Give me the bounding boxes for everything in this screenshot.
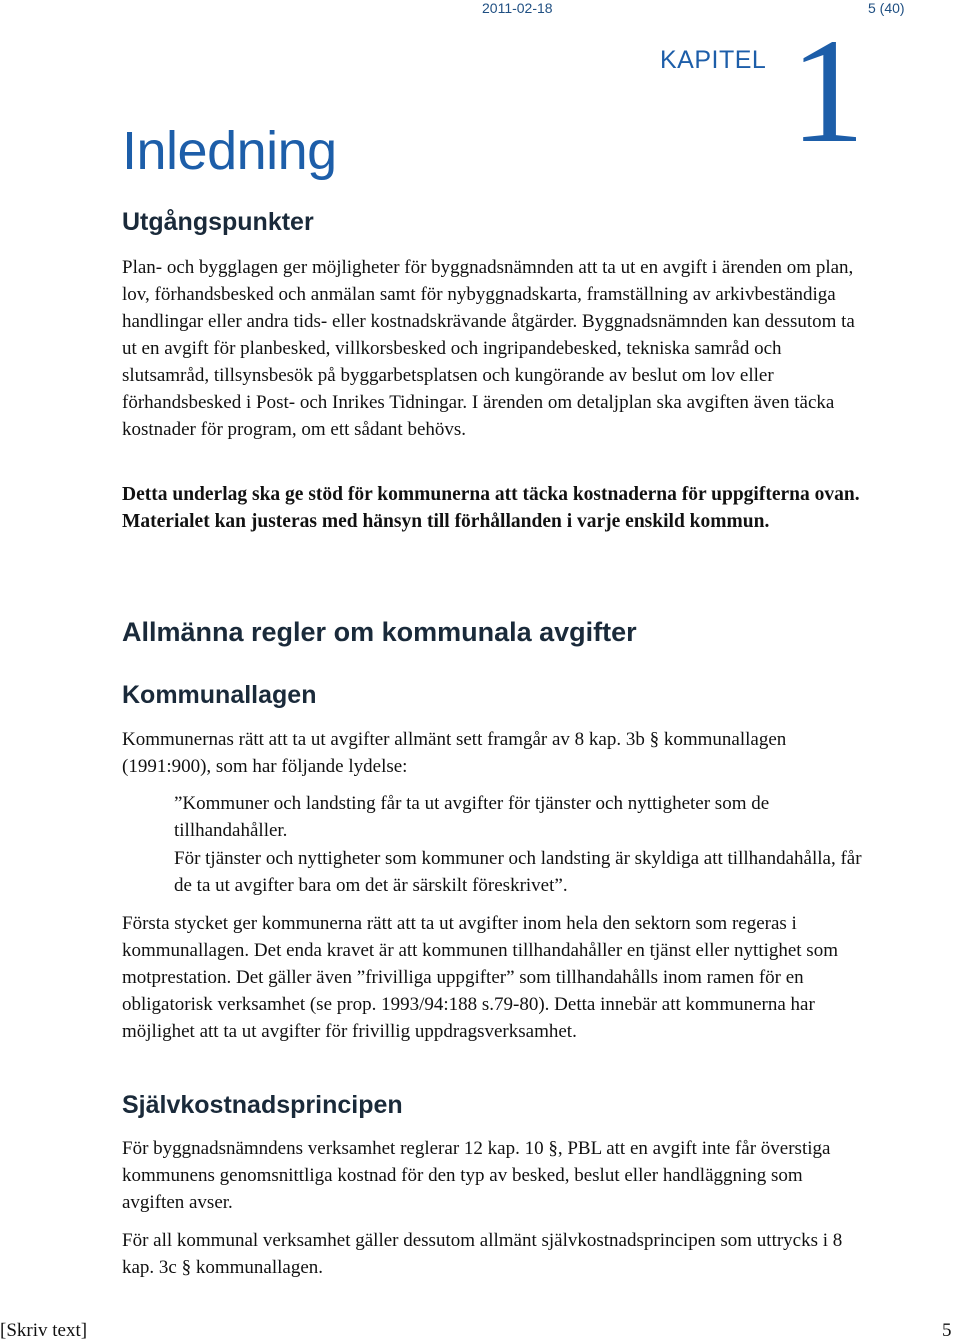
- paragraph-forsta-stycket: Första stycket ger kommunerna rätt att ta ut avgifter inom hela den sektorn som regeras i kommunallagen. Det enda kravet är att kommunen tillhandahåller en tjänst eller nyttighet som motprestation. Det gäller även ”frivilliga uppgifter” som tillhandahålls inom ramen för en obligatorisk verksamhet (se prop. 1993/94:188 s.79-80). Detta innebär att kommunerna har möjlighet att ta ut avgifter för frivillig uppdragsverksamhet.: [122, 913, 838, 1042]
- paragraph-byggnadsnamnd: För byggnadsnämndens verksamhet reglerar 12 kap. 10 §, PBL att en avgift inte får överstiga kommunens genomsnittliga kostnad för den typ av besked, beslut eller handläggning som avgiften avser.: [122, 1138, 831, 1213]
- subheading-kommunallagen: Kommunallagen: [122, 681, 317, 709]
- paragraph-intro: Plan- och bygglagen ger möjligheter för byggnadsnämnden att ta ut en avgift i ärenden om plan, lov, förhandsbesked och anmälan samt för nybyggnadskarta, framställning av arkivbeständiga handlingar eller andra tids- eller kostnadskrävande åtgärder. Byggnadsnämnden kan dessutom ta ut en avgift för planbesked, villkorsbesked och ingripandebesked, tekniska samråd och slutsamråd, tillsynsbesök på byggarbetsplatsen och kungörande av beslut om lov eller förhandsbesked i Post- och Inrikes Tidningar. I ärenden om detaljplan ska avgiften även täcka kostnader för program, om ett sådant behövs.: [122, 257, 855, 440]
- section-heading-utgangspunkter: Utgångspunkter: [122, 208, 314, 236]
- header-date: 2011-02-18: [482, 0, 553, 16]
- subheading-sjalvkostnadsprincipen: Självkostnadsprincipen: [122, 1091, 403, 1119]
- footer-placeholder-text: [Skriv text]: [0, 1320, 88, 1341]
- quote-paragraph-1: ”Kommuner och landsting får ta ut avgifter för tjänster och nyttigheter som de tillhandahåller.: [174, 793, 770, 841]
- chapter-number: 1: [790, 8, 865, 174]
- section-heading-allmanna-regler: Allmänna regler om kommunala avgifter: [122, 617, 637, 647]
- header-page-number: 5 (40): [868, 0, 905, 16]
- chapter-label: KAPITEL: [660, 46, 767, 74]
- page-title: Inledning: [122, 121, 337, 181]
- paragraph-support: Detta underlag ska ge stöd för kommunerna att täcka kostnaderna för uppgifterna ovan. Materialet kan justeras med hänsyn till förhållanden i varje enskild kommun.: [122, 484, 860, 532]
- paragraph-kommunallagen: Kommunernas rätt att ta ut avgifter allmänt sett framgår av 8 kap. 3b § kommunallagen (1991:900), som har följande lydelse:: [122, 729, 787, 777]
- quote-paragraph-2: För tjänster och nyttigheter som kommuner och landsting är skyldiga att tillhandahålla, får de ta ut avgifter bara om det är särskilt föreskrivet”.: [174, 848, 862, 896]
- footer-page-number: 5: [942, 1320, 952, 1341]
- paragraph-kommunal-verksamhet: För all kommunal verksamhet gäller dessutom allmänt självkostnadsprincipen som uttrycks i 8 kap. 3c § kommunallagen.: [122, 1230, 843, 1278]
